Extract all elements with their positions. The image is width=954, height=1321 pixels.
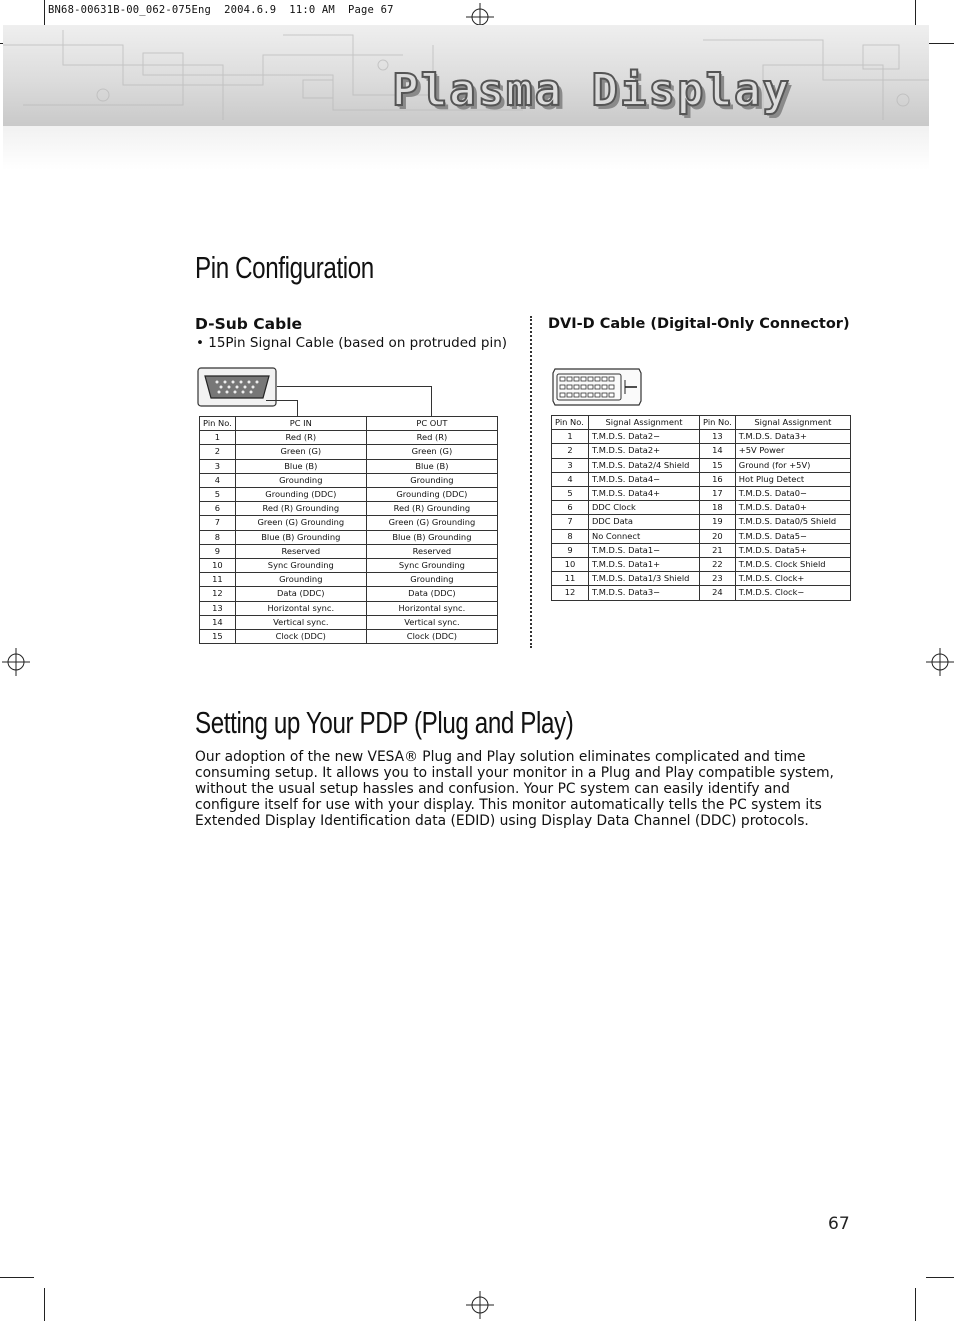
dsub-pin-table bbox=[199, 416, 498, 644]
pc-in-cell: Grounding bbox=[235, 573, 366, 587]
pc-out-cell: Horizontal sync. bbox=[366, 601, 497, 615]
column-header: Signal Assignment bbox=[735, 416, 850, 430]
table-row bbox=[200, 516, 498, 530]
signal-assignment-cell: +5V Power bbox=[735, 444, 850, 458]
pc-in-cell: Data (DDC) bbox=[235, 587, 366, 601]
signal-assignment-cell: Ground (for +5V) bbox=[735, 458, 850, 472]
signal-assignment-cell: T.M.D.S. Data2/4 Shield bbox=[589, 458, 700, 472]
pc-out-cell: Green (G) Grounding bbox=[366, 516, 497, 530]
table-row bbox=[200, 445, 498, 459]
table-row bbox=[200, 544, 498, 558]
signal-assignment-cell: T.M.D.S. Data1/3 Shield bbox=[589, 572, 700, 586]
signal-assignment-cell: T.M.D.S. Data5+ bbox=[735, 543, 850, 557]
pc-out-cell: Blue (B) Grounding bbox=[366, 530, 497, 544]
registration-mark-icon bbox=[2, 648, 30, 676]
signal-assignment-cell: No Connect bbox=[589, 529, 700, 543]
table-row bbox=[552, 558, 851, 572]
section-heading-plug-and-play: Setting up Your PDP (Plug and Play) bbox=[195, 705, 574, 740]
pin-number-cell: 1 bbox=[200, 431, 236, 445]
column-header: Signal Assignment bbox=[589, 416, 700, 430]
signal-assignment-cell: T.M.D.S. Clock+ bbox=[735, 572, 850, 586]
pc-in-cell: Blue (B) Grounding bbox=[235, 530, 366, 544]
pc-out-cell: Vertical sync. bbox=[366, 615, 497, 629]
table-row bbox=[552, 515, 851, 529]
pc-out-cell: Reserved bbox=[366, 544, 497, 558]
column-header: PC OUT bbox=[366, 417, 497, 431]
pin-number-cell: 22 bbox=[700, 558, 736, 572]
leader-line bbox=[266, 400, 297, 401]
pc-in-cell: Green (G) bbox=[235, 445, 366, 459]
signal-assignment-cell: T.M.D.S. Data2− bbox=[589, 430, 700, 444]
registration-mark-icon bbox=[926, 648, 954, 676]
pc-in-cell: Blue (B) bbox=[235, 459, 366, 473]
pin-number-cell: 15 bbox=[200, 630, 236, 644]
signal-assignment-cell: T.M.D.S. Data4+ bbox=[589, 487, 700, 501]
dvi-cable-title: DVI-D Cable (Digital-Only Connector) bbox=[548, 316, 850, 332]
pin-number-cell: 14 bbox=[700, 444, 736, 458]
column-header: Pin No. bbox=[552, 416, 589, 430]
pc-in-cell: Grounding (DDC) bbox=[235, 488, 366, 502]
table-row bbox=[200, 488, 498, 502]
dsub-cable-title: D-Sub Cable bbox=[195, 315, 303, 333]
pc-out-cell: Data (DDC) bbox=[366, 587, 497, 601]
table-row bbox=[200, 601, 498, 615]
pin-number-cell: 2 bbox=[552, 444, 589, 458]
signal-assignment-cell: T.M.D.S. Clock Shield bbox=[735, 558, 850, 572]
pin-number-cell: 13 bbox=[200, 601, 236, 615]
table-row bbox=[200, 502, 498, 516]
table-row bbox=[552, 458, 851, 472]
pin-number-cell: 15 bbox=[700, 458, 736, 472]
pin-number-cell: 12 bbox=[552, 586, 589, 600]
table-row bbox=[552, 572, 851, 586]
table-header-row bbox=[552, 416, 851, 430]
pin-number-cell: 7 bbox=[200, 516, 236, 530]
dvi-connector-icon bbox=[551, 367, 643, 407]
pin-number-cell: 9 bbox=[552, 543, 589, 557]
column-header: Pin No. bbox=[700, 416, 736, 430]
pin-number-cell: 24 bbox=[700, 586, 736, 600]
pc-in-cell: Clock (DDC) bbox=[235, 630, 366, 644]
table-row bbox=[552, 430, 851, 444]
pin-number-cell: 14 bbox=[200, 615, 236, 629]
signal-assignment-cell: T.M.D.S. Data4− bbox=[589, 472, 700, 486]
table-row bbox=[552, 501, 851, 515]
leader-line bbox=[431, 386, 432, 416]
print-header: BN68-00631B-00_062-075Eng 2004.6.9 11:0 AM Page 67 bbox=[48, 4, 394, 16]
pin-number-cell: 19 bbox=[700, 515, 736, 529]
pin-number-cell: 6 bbox=[200, 502, 236, 516]
pc-in-cell: Green (G) Grounding bbox=[235, 516, 366, 530]
table-row bbox=[200, 573, 498, 587]
pin-number-cell: 5 bbox=[200, 488, 236, 502]
pc-in-cell: Red (R) bbox=[235, 431, 366, 445]
pin-number-cell: 11 bbox=[552, 572, 589, 586]
pin-number-cell: 9 bbox=[200, 544, 236, 558]
signal-assignment-cell: T.M.D.S. Data1− bbox=[589, 543, 700, 557]
table-row bbox=[200, 459, 498, 473]
page-number: 67 bbox=[828, 1214, 850, 1234]
leader-line bbox=[277, 386, 431, 387]
pc-out-cell: Grounding bbox=[366, 573, 497, 587]
pin-number-cell: 6 bbox=[552, 501, 589, 515]
pc-out-cell: Red (R) bbox=[366, 431, 497, 445]
pin-number-cell: 17 bbox=[700, 487, 736, 501]
signal-assignment-cell: DDC Clock bbox=[589, 501, 700, 515]
banner-title: Plasma Display bbox=[392, 65, 791, 116]
pc-in-cell: Sync Grounding bbox=[235, 559, 366, 573]
table-row bbox=[200, 530, 498, 544]
pc-in-cell: Grounding bbox=[235, 473, 366, 487]
column-header: Pin No. bbox=[200, 417, 236, 431]
pc-out-cell: Green (G) bbox=[366, 445, 497, 459]
pin-number-cell: 3 bbox=[200, 459, 236, 473]
pc-in-cell: Horizontal sync. bbox=[235, 601, 366, 615]
signal-assignment-cell: T.M.D.S. Data1+ bbox=[589, 558, 700, 572]
pc-in-cell: Reserved bbox=[235, 544, 366, 558]
pin-number-cell: 5 bbox=[552, 487, 589, 501]
table-row bbox=[552, 586, 851, 600]
table-row bbox=[200, 431, 498, 445]
signal-assignment-cell: DDC Data bbox=[589, 515, 700, 529]
pin-number-cell: 1 bbox=[552, 430, 589, 444]
table-row bbox=[552, 529, 851, 543]
pin-number-cell: 7 bbox=[552, 515, 589, 529]
signal-assignment-cell: T.M.D.S. Data0+ bbox=[735, 501, 850, 515]
header-banner bbox=[3, 25, 929, 126]
pin-number-cell: 20 bbox=[700, 529, 736, 543]
leader-line bbox=[297, 400, 298, 416]
signal-assignment-cell: T.M.D.S. Data5− bbox=[735, 529, 850, 543]
pc-out-cell: Grounding bbox=[366, 473, 497, 487]
pin-number-cell: 3 bbox=[552, 458, 589, 472]
table-header-row bbox=[200, 417, 498, 431]
signal-assignment-cell: T.M.D.S. Data3+ bbox=[735, 430, 850, 444]
pin-number-cell: 23 bbox=[700, 572, 736, 586]
registration-mark-icon bbox=[466, 1291, 494, 1319]
pc-out-cell: Grounding (DDC) bbox=[366, 488, 497, 502]
pin-number-cell: 8 bbox=[200, 530, 236, 544]
table-row bbox=[552, 444, 851, 458]
pc-in-cell: Red (R) Grounding bbox=[235, 502, 366, 516]
pc-out-cell: Sync Grounding bbox=[366, 559, 497, 573]
pin-number-cell: 11 bbox=[200, 573, 236, 587]
plug-and-play-paragraph: Our adoption of the new VESA® Plug and Play solution eliminates complicated and time consuming setup. It allows you to install your monitor in a Plug and Play compatible system, without the usual setup hassles and confusion. Your PC system can easily identify and configure itself for use with your display. This monitor automatically tells the PC system its Extended Display Identification data (EDID) using Display Data Channel (DDC) protocols. bbox=[195, 749, 834, 829]
signal-assignment-cell: T.M.D.S. Data2+ bbox=[589, 444, 700, 458]
table-row bbox=[552, 487, 851, 501]
vga-connector-icon bbox=[197, 367, 277, 407]
pin-number-cell: 4 bbox=[552, 472, 589, 486]
pin-number-cell: 18 bbox=[700, 501, 736, 515]
table-row bbox=[200, 473, 498, 487]
dvi-pin-table bbox=[551, 415, 851, 601]
table-row bbox=[200, 615, 498, 629]
pin-number-cell: 4 bbox=[200, 473, 236, 487]
pin-number-cell: 13 bbox=[700, 430, 736, 444]
table-row bbox=[200, 587, 498, 601]
pin-number-cell: 10 bbox=[200, 559, 236, 573]
pin-number-cell: 16 bbox=[700, 472, 736, 486]
table-row bbox=[552, 472, 851, 486]
signal-assignment-cell: Hot Plug Detect bbox=[735, 472, 850, 486]
pin-number-cell: 8 bbox=[552, 529, 589, 543]
section-heading-pin-configuration: Pin Configuration bbox=[195, 250, 374, 285]
pc-out-cell: Blue (B) bbox=[366, 459, 497, 473]
pc-out-cell: Clock (DDC) bbox=[366, 630, 497, 644]
pin-number-cell: 21 bbox=[700, 543, 736, 557]
pin-number-cell: 10 bbox=[552, 558, 589, 572]
banner-fade bbox=[3, 126, 929, 170]
signal-assignment-cell: T.M.D.S. Data0− bbox=[735, 487, 850, 501]
signal-assignment-cell: T.M.D.S. Clock− bbox=[735, 586, 850, 600]
pin-number-cell: 2 bbox=[200, 445, 236, 459]
pc-in-cell: Vertical sync. bbox=[235, 615, 366, 629]
pin-number-cell: 12 bbox=[200, 587, 236, 601]
pc-out-cell: Red (R) Grounding bbox=[366, 502, 497, 516]
table-row bbox=[552, 543, 851, 557]
signal-assignment-cell: T.M.D.S. Data0/5 Shield bbox=[735, 515, 850, 529]
table-row bbox=[200, 559, 498, 573]
signal-assignment-cell: T.M.D.S. Data3− bbox=[589, 586, 700, 600]
column-header: PC IN bbox=[235, 417, 366, 431]
column-divider bbox=[530, 316, 532, 648]
table-row bbox=[200, 630, 498, 644]
dsub-bullet: • 15Pin Signal Cable (based on protruded pin) bbox=[196, 335, 508, 351]
